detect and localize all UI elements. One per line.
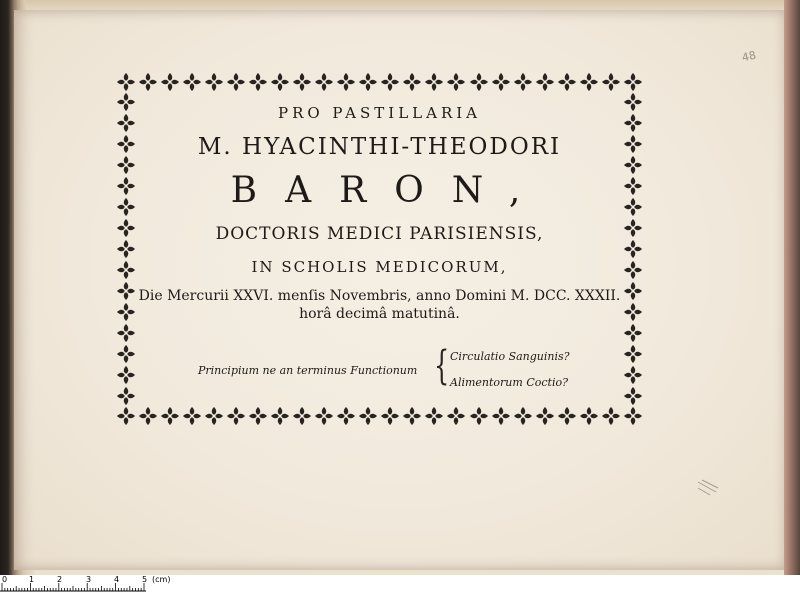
- fleuron-ornament-icon: [491, 406, 511, 426]
- fleuron-ornament-icon: [160, 406, 180, 426]
- fleuron-ornament-icon: [160, 72, 180, 92]
- ruler-label-0: 0: [2, 575, 8, 584]
- fleuron-ornament-icon: [601, 72, 621, 92]
- ruler-label-2: 2: [57, 575, 63, 584]
- fleuron-ornament-icon: [116, 218, 136, 238]
- fleuron-ornament-icon: [446, 72, 466, 92]
- fleuron-ornament-icon: [182, 406, 202, 426]
- title-line-hour: horâ decimâ matutinâ.: [299, 306, 460, 322]
- fleuron-ornament-icon: [358, 406, 378, 426]
- fleuron-ornament-icon: [535, 406, 555, 426]
- fleuron-ornament-icon: [314, 406, 334, 426]
- fleuron-ornament-icon: [270, 72, 290, 92]
- fleuron-ornament-icon: [358, 72, 378, 92]
- fleuron-ornament-icon: [380, 72, 400, 92]
- fleuron-ornament-icon: [182, 72, 202, 92]
- fleuron-ornament-icon: [579, 406, 599, 426]
- ruler-label-1: 1: [29, 575, 35, 584]
- title-block: [136, 92, 623, 406]
- fleuron-ornament-icon: [424, 72, 444, 92]
- fleuron-ornament-icon: [204, 72, 224, 92]
- fleuron-ornament-icon: [623, 386, 643, 406]
- fleuron-ornament-icon: [138, 72, 158, 92]
- fleuron-ornament-icon: [623, 260, 643, 280]
- fleuron-ornament-icon: [424, 406, 444, 426]
- fleuron-ornament-icon: [116, 92, 136, 112]
- fleuron-ornament-icon: [623, 281, 643, 301]
- fleuron-ornament-icon: [292, 406, 312, 426]
- fleuron-ornament-icon: [513, 406, 533, 426]
- fleuron-ornament-icon: [623, 218, 643, 238]
- fleuron-ornament-icon: [623, 323, 643, 343]
- fleuron-ornament-icon: [601, 406, 621, 426]
- fleuron-ornament-icon: [469, 72, 489, 92]
- frame-right-border: [623, 92, 643, 406]
- title-line-location: IN SCHOLIS MEDICORUM,: [251, 258, 508, 276]
- fleuron-ornament-icon: [116, 113, 136, 133]
- ruler-label-4: 4: [114, 575, 120, 584]
- fleuron-ornament-icon: [623, 302, 643, 322]
- fleuron-ornament-icon: [557, 72, 577, 92]
- fleuron-ornament-icon: [248, 406, 268, 426]
- fleuron-ornament-icon: [292, 72, 312, 92]
- fleuron-ornament-icon: [623, 155, 643, 175]
- fleuron-ornament-icon: [623, 197, 643, 217]
- frame-left-border: [116, 92, 136, 406]
- title-line-surname: BARON,: [230, 170, 549, 211]
- fleuron-ornament-icon: [226, 72, 246, 92]
- fleuron-ornament-icon: [116, 281, 136, 301]
- fleuron-ornament-icon: [116, 344, 136, 364]
- thesis-alternative-2: Alimentorum Coctio?: [450, 376, 568, 389]
- title-line-pro-pastillaria: PRO PASTILLARIA: [277, 104, 481, 122]
- title-line-author-name: M. HYACINTHI-THEODORI: [197, 134, 562, 160]
- fleuron-ornament-icon: [226, 406, 246, 426]
- frame-bottom-border: [116, 406, 643, 426]
- fleuron-ornament-icon: [116, 134, 136, 154]
- fleuron-ornament-icon: [116, 406, 136, 426]
- thesis-question-block: [136, 343, 623, 392]
- title-line-date: Die Mercurii XXVI. menſis Novembris, anno Domini M. DCC. XXXII.: [138, 288, 621, 304]
- fleuron-ornament-icon: [116, 365, 136, 385]
- fleuron-ornament-icon: [579, 72, 599, 92]
- fleuron-ornament-icon: [116, 302, 136, 322]
- pencil-mark-icon: [696, 478, 722, 496]
- ornamental-frame: [116, 72, 643, 426]
- fleuron-ornament-icon: [116, 155, 136, 175]
- fleuron-ornament-icon: [623, 406, 643, 426]
- fleuron-ornament-icon: [469, 406, 489, 426]
- fleuron-ornament-icon: [557, 406, 577, 426]
- fleuron-ornament-icon: [380, 406, 400, 426]
- frame-top-border: [116, 72, 643, 92]
- fleuron-ornament-icon: [402, 406, 422, 426]
- fleuron-ornament-icon: [116, 176, 136, 196]
- title-line-degree: DOCTORIS MEDICI PARISIENSIS,: [215, 224, 544, 244]
- thesis-alternative-1: Circulatio Sanguinis?: [450, 350, 570, 363]
- fleuron-ornament-icon: [623, 134, 643, 154]
- pencil-page-number: 48: [740, 48, 758, 65]
- scale-ruler: [0, 575, 800, 593]
- ruler-label-5: 5: [142, 575, 148, 584]
- fleuron-ornament-icon: [623, 92, 643, 112]
- fleuron-ornament-icon: [116, 72, 136, 92]
- fleuron-ornament-icon: [402, 72, 422, 92]
- ruler-ticks: [0, 575, 300, 593]
- fleuron-ornament-icon: [446, 406, 466, 426]
- fleuron-ornament-icon: [314, 72, 334, 92]
- fleuron-ornament-icon: [535, 72, 555, 92]
- fleuron-ornament-icon: [623, 176, 643, 196]
- book-edge: [784, 0, 800, 575]
- fleuron-ornament-icon: [336, 406, 356, 426]
- fleuron-ornament-icon: [623, 113, 643, 133]
- fleuron-ornament-icon: [116, 323, 136, 343]
- fleuron-ornament-icon: [623, 239, 643, 259]
- fleuron-ornament-icon: [513, 72, 533, 92]
- fleuron-ornament-icon: [116, 197, 136, 217]
- fleuron-ornament-icon: [204, 406, 224, 426]
- ruler-unit: (cm): [152, 575, 171, 584]
- fleuron-ornament-icon: [116, 260, 136, 280]
- fleuron-ornament-icon: [336, 72, 356, 92]
- fleuron-ornament-icon: [138, 406, 158, 426]
- ruler-label-3: 3: [86, 575, 92, 584]
- fleuron-ornament-icon: [270, 406, 290, 426]
- fleuron-ornament-icon: [248, 72, 268, 92]
- fleuron-ornament-icon: [623, 72, 643, 92]
- fleuron-ornament-icon: [623, 365, 643, 385]
- curly-brace-icon: {: [434, 343, 450, 389]
- fleuron-ornament-icon: [116, 239, 136, 259]
- fleuron-ornament-icon: [116, 386, 136, 406]
- thesis-question: Principium ne an terminus Functionum: [198, 364, 418, 377]
- fleuron-ornament-icon: [623, 344, 643, 364]
- fleuron-ornament-icon: [491, 72, 511, 92]
